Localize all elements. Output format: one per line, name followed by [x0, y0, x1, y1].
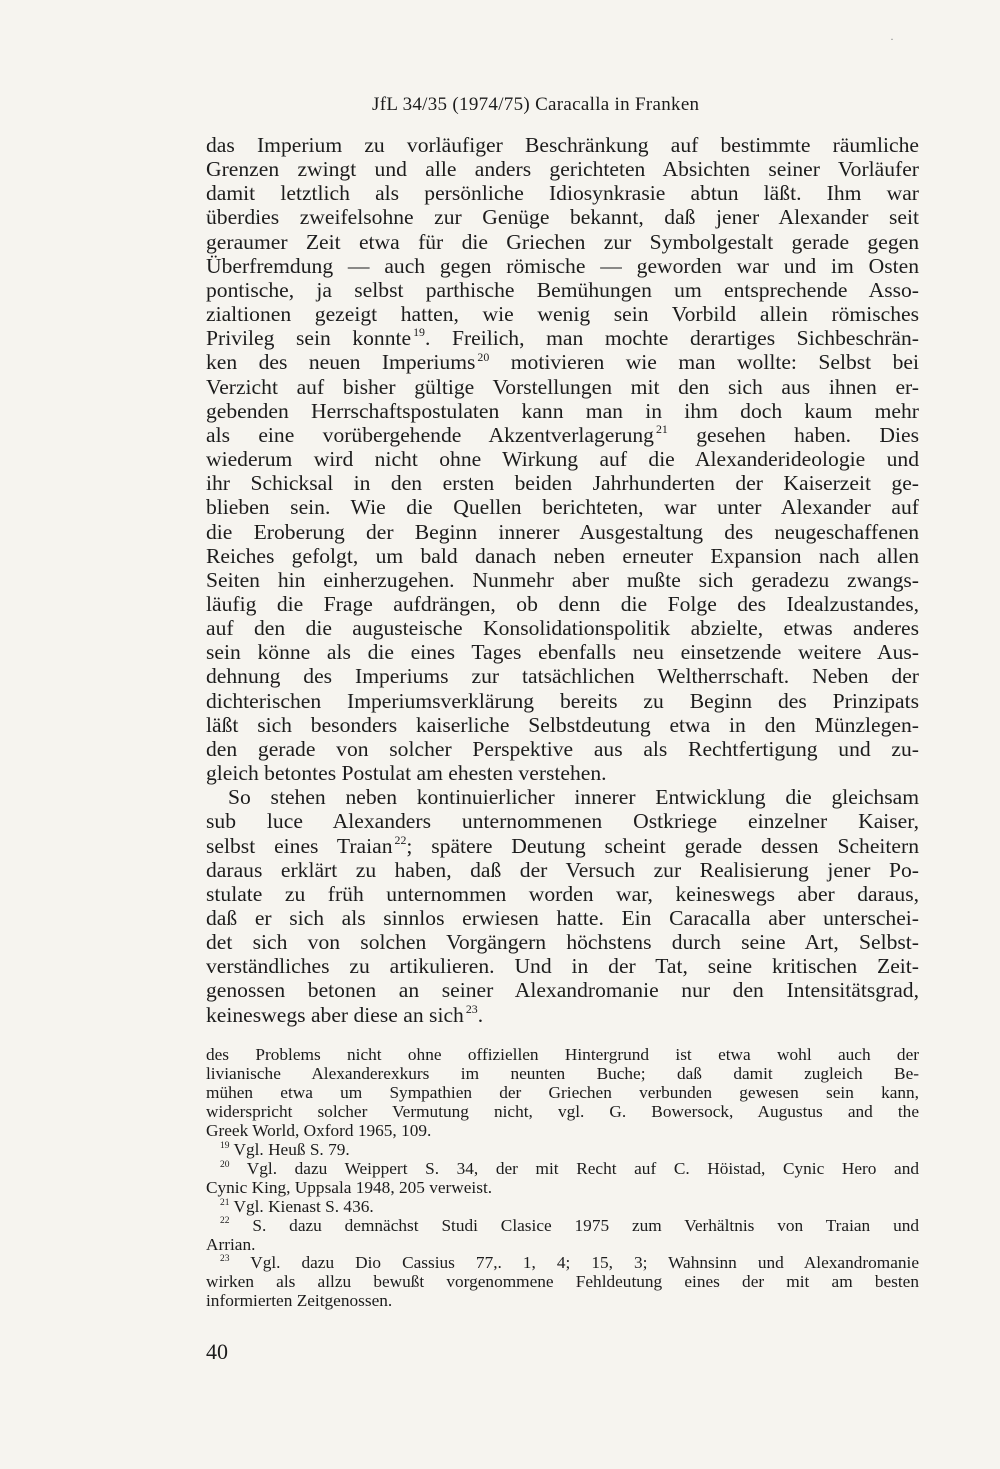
text-run: . Freilich, man mochte derartiges Sichbeschrän-: [424, 326, 920, 351]
text-run: läufig die Frage aufdrängen, ob denn die Folge des Idealzustandes,: [206, 591, 919, 616]
text-run: auf den die augusteische Konsolidationspolitik abzielte, etwas anderes: [206, 616, 919, 641]
footnote-marker: 20: [477, 349, 490, 364]
text-run: Grenzen zwingt und alle anders gerichteten Absichten seiner Vorläufer: [206, 157, 919, 182]
body-line: [206, 495, 919, 519]
body-line: [206, 858, 919, 882]
text-run: keineswegs aber diese an sich: [206, 1002, 464, 1027]
footnote-line: [206, 1141, 919, 1160]
body-line: [206, 181, 919, 205]
body-line: [206, 375, 919, 399]
text-run: daraus erklärt zu haben, daß der Versuch zur Realisierung jener Po-: [206, 857, 919, 882]
text-run: stulate zu früh unternommen worden war, keineswegs aber daraus,: [206, 881, 919, 906]
text-run: mühen etwa um Sympathien der Griechen verbunden gewesen sein kann,: [206, 1082, 919, 1102]
text-run: gebenden Herrschaftspostulaten kann man in ihm doch kaum mehr: [206, 398, 919, 423]
body-line: [206, 785, 919, 809]
scan-speck: ·: [890, 32, 894, 46]
text-run: des Problems nicht ohne offiziellen Hintergrund ist etwa wohl auch der: [206, 1045, 919, 1064]
body-line: [206, 930, 919, 954]
text-run: Reiches gefolgt, um bald danach neben erneuter Expansion nach allen: [206, 543, 919, 568]
footnote-line: [206, 1103, 919, 1122]
body-line: [206, 230, 919, 254]
footnote-line: [206, 1236, 919, 1255]
footnote-marker: 20: [220, 1159, 230, 1170]
text-run: pontische, ja selbst parthische Bemühungen um entsprechende Asso-: [206, 277, 919, 302]
body-line: [206, 882, 919, 906]
text-run: daß er sich als sinnlos erwiesen hatte. Ein Caracalla aber unterschei-: [206, 906, 919, 930]
text-run: dichterischen Imperiumsverklärung bereits zu Beginn des Prinzipats: [206, 688, 919, 713]
text-run: damit letztlich als persönliche Idiosynkrasie abtun läßt. Ihm war: [206, 181, 919, 206]
text-run: Verzicht auf bisher gültige Vorstellungen mit den sich aus ihnen er-: [206, 374, 919, 399]
body-line: [206, 713, 919, 737]
body-line: [206, 326, 919, 350]
text-run: verständliches zu artikulieren. Und in der Tat, seine kritischen Zeit-: [206, 954, 919, 979]
body-line: [206, 399, 919, 423]
text-run: motivieren wie man wollte: Selbst bei: [489, 350, 919, 375]
text-run: geraumer Zeit etwa für die Griechen zur Symbolgestalt gerade gegen: [206, 229, 919, 254]
body-line: [206, 520, 919, 544]
body-line: [206, 568, 919, 592]
body-line: [206, 737, 919, 761]
body-line: [206, 664, 919, 688]
text-run: zialtionen gezeigt hatten, wie wenig sein Vorbild allein römisches: [206, 302, 919, 327]
text-run: blieben sein. Wie die Quellen berichteten, war unter Alexander auf: [206, 495, 919, 520]
text-run: det sich von solchen Vorgängern höchstens durch seine Art, Selbst-: [206, 930, 919, 955]
text-run: gesehen haben. Dies: [667, 422, 919, 447]
footnote-line: [206, 1217, 919, 1236]
text-run: Überfremdung — auch gegen römische — geworden war und im Osten: [206, 253, 919, 278]
footnote-marker: 19: [413, 325, 425, 340]
body-line: [206, 423, 919, 447]
footnote-line: [206, 1273, 919, 1292]
running-header: JfL 34/35 (1974/75) Caracalla in Franken: [372, 94, 700, 115]
footnote-marker: 21: [655, 421, 668, 436]
text-run: dehnung des Imperiums zur tatsächlichen Weltherrschaft. Neben der: [206, 664, 919, 689]
body-line: [206, 906, 919, 930]
text-run: widerspricht solcher Vermutung nicht, vgl. G. Bowersock, Augustus and the: [206, 1101, 919, 1121]
footnote-marker: 19: [220, 1140, 230, 1151]
text-run: livianische Alexanderexkurs im neunten Buche; daß damit zugleich Be-: [206, 1063, 919, 1083]
text-run: gleich betontes Postulat am ehesten verstehen.: [206, 761, 607, 786]
text-run: als eine vorübergehende Akzentverlagerung: [206, 422, 654, 447]
text-run: ken des neuen Imperiums: [206, 350, 476, 375]
body-line: [206, 205, 919, 229]
text-run: selbst eines Traian: [206, 833, 393, 858]
text-run: informierten Zeitgenossen.: [206, 1291, 393, 1311]
page-number: 40: [206, 1339, 228, 1364]
body-line: [206, 616, 919, 640]
text-run: ; spätere Deutung scheint gerade dessen Scheitern: [406, 833, 919, 858]
text-run: den gerade von solcher Perspektive aus als Rechtfertigung und zu-: [206, 736, 919, 761]
body-line: [206, 689, 919, 713]
text-run: überdies zweifelsohne zur Genüge bekannt, daß jener Alexander seit: [206, 205, 919, 230]
footnote-line: [206, 1179, 919, 1198]
footnote-line: [206, 1160, 919, 1179]
footnote-marker: 21: [220, 1197, 230, 1208]
body-line: [206, 544, 919, 568]
text-run: So stehen neben kontinuierlicher innerer Entwicklung die gleichsam: [228, 785, 919, 810]
text-run: das Imperium zu vorläufiger Beschränkung auf bestimmte räumliche: [206, 133, 919, 157]
text-run: sub luce Alexanders unternommenen Ostkriege einzelner Kaiser,: [206, 809, 919, 834]
footnote-line: [206, 1292, 919, 1311]
body-line: [206, 471, 919, 495]
footnote-line: [206, 1084, 919, 1103]
main-body-text: [206, 133, 919, 1027]
text-run: ihr Schicksal in den ersten beiden Jahrhunderten der Kaiserzeit ge-: [206, 471, 919, 496]
body-line: [206, 761, 919, 785]
text-run: läßt sich besonders kaiserliche Selbstdeutung etwa in den Münzlegen-: [206, 712, 919, 737]
body-line: [206, 254, 919, 278]
text-run: Vgl. dazu Weippert S. 34, der mit Recht auf C. Höistad, Cynic Hero and: [229, 1158, 919, 1178]
footnote-marker: 22: [394, 832, 407, 847]
footnote-marker: 22: [220, 1216, 230, 1227]
body-line: [206, 157, 919, 181]
body-line: [206, 302, 919, 326]
body-line: [206, 447, 919, 471]
footnote-line: [206, 1065, 919, 1084]
body-line: [206, 809, 919, 833]
text-run: Vgl. dazu Dio Cassius 77,. 1, 4; 15, 3; Wahnsinn und Alexandromanie: [229, 1253, 919, 1273]
text-run: Vgl. Heuß S. 79.: [229, 1139, 350, 1159]
footnote-line: [206, 1198, 919, 1217]
footnote-line: [206, 1122, 919, 1141]
text-run: S. dazu demnächst Studi Clasice 1975 zum Verhältnis von Traian und: [229, 1215, 919, 1235]
text-run: Seiten hin einherzugehen. Nunmehr aber mußte sich geradezu zwangs-: [206, 567, 919, 592]
text-run: Cynic King, Uppsala 1948, 205 verweist.: [206, 1177, 493, 1197]
text-run: wiederum wird nicht ohne Wirkung auf die Alexanderideologie und: [206, 447, 919, 472]
text-run: .: [477, 1002, 484, 1027]
body-line: [206, 954, 919, 978]
footnote-line: [206, 1046, 919, 1065]
body-line: [206, 133, 919, 157]
footnote-marker: 23: [465, 1001, 478, 1016]
text-run: Greek World, Oxford 1965, 109.: [206, 1120, 432, 1140]
text-run: wirken als allzu bewußt vorgenommene Fehldeutung eines der mit am besten: [206, 1272, 919, 1292]
body-line: [206, 978, 919, 1002]
text-run: Arrian.: [206, 1234, 256, 1254]
text-run: genossen betonen an seiner Alexandromanie nur den Intensitätsgrad,: [206, 978, 919, 1003]
text-run: sein könne als die eines Tages ebenfalls neu einsetzende weitere Aus-: [206, 640, 919, 665]
text-run: Vgl. Kienast S. 436.: [229, 1196, 374, 1216]
body-line: [206, 640, 919, 664]
footnotes: [206, 1046, 919, 1311]
body-line: [206, 350, 919, 374]
footnote-marker: 23: [220, 1254, 230, 1265]
footnote-line: [206, 1254, 919, 1273]
text-run: die Eroberung der Beginn innerer Ausgestaltung des neugeschaffenen: [206, 519, 919, 544]
body-line: [206, 834, 919, 858]
body-line: [206, 592, 919, 616]
body-line: [206, 278, 919, 302]
text-run: Privileg sein konnte: [206, 326, 412, 351]
body-line: [206, 1003, 919, 1027]
